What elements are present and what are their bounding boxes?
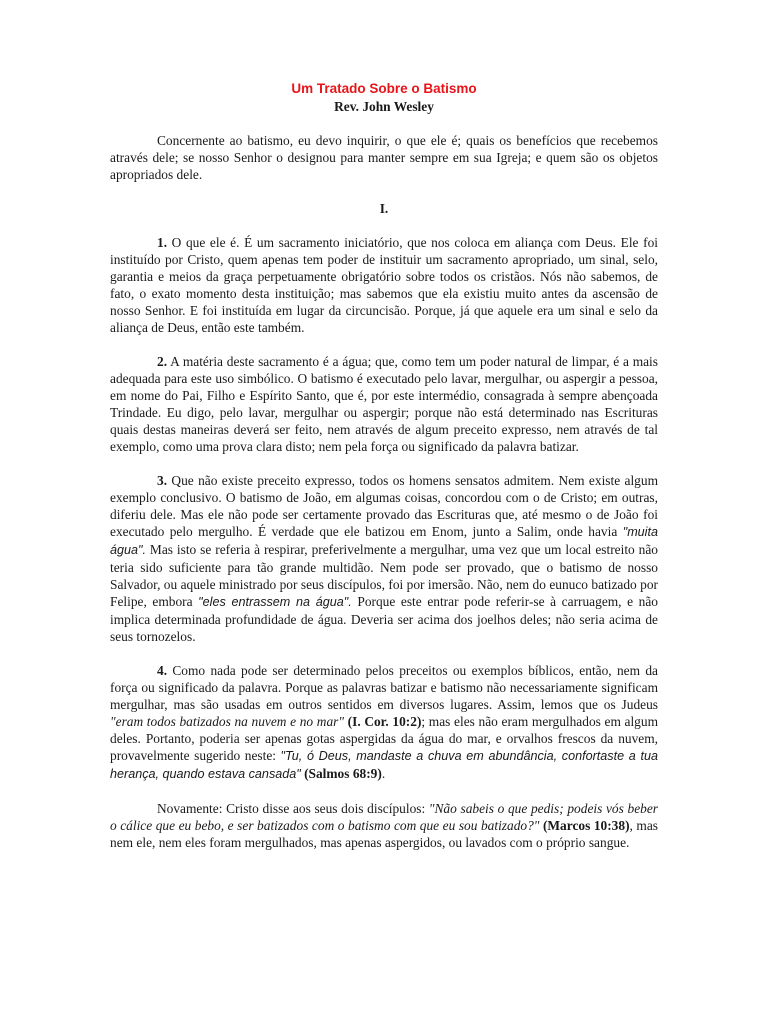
paragraph-4 [110,662,658,783]
document-page [110,80,658,868]
paragraph-2 [110,353,658,455]
document-title: Um Tratado Sobre o Batismo [291,81,477,96]
paragraph-text: ; mas eles não eram mergulhados em algum deles. Portanto, poderia ser apenas gotas aspergidas da água do mar, e orvalhos frescos da nuvem, provavelmente sugerido neste: [110,714,658,763]
paragraph-number: 1. [157,235,168,250]
scripture-reference: (Salmos 68:9) [300,766,382,781]
paragraph-number: 2. [157,354,168,369]
paragraph-text: A matéria deste sacramento é a água; que, como tem um poder natural de limpar, é a mais adequada para este uso simbólico. O batismo é executado pelo lavar, mergulhar, ou aspergir a pessoa, em nome do Pai, Filho e Espírito Santo, que é, por este intermédio, consagrada à sempre abençoada Trindade. Eu digo, pelo lavar, mergulhar ou aspergir; porque não está determinado nas Escrituras quais destas maneiras deverá ser feito, nem através de algum preceito expresso, nem através de tal exemplo, como uma prova clara disto; nem pela força ou significado da palavra batizar. [110,354,658,454]
paragraph-text: Porque este entrar pode referir-se à carruagem, e não implica determinada profundidade de água. Deveria ser acima dos joelhos deles; não seria acima de seus tornozelos. [110,594,659,644]
paragraph-5 [110,800,658,851]
paragraph-number: 3. [157,473,168,488]
scripture-quote: "eles entrassem na água". [198,595,352,609]
paragraph-text: . [381,766,386,781]
paragraph-3 [110,472,658,645]
intro-paragraph: Concernente ao batismo, eu devo inquirir, o que ele é; quais os benefícios que recebemos através dele; se nosso Senhor o designou para manter sempre em sua Igreja; e quem são os objetos apropriados dele. [110,133,658,182]
scripture-reference: (I. Cor. 10:2) [343,714,422,729]
paragraph-text: , mas nem ele, nem eles foram mergulhados, mas apenas aspergidos, ou lavados com o próprio sangue. [110,818,658,850]
document-author: Rev. John Wesley [334,99,434,114]
paragraph-text: Que não existe preceito expresso, todos os homens sensatos admitem. Nem existe algum exemplo conclusivo. O batismo de João, em algumas coisas, concordou com o de Cristo; em outras, diferiu dele. Mas ele não pode ser certamente provado das Escrituras que, até mesmo o de João foi executado pelo mergulho. É verdade que ele batizou em Enom, junto a Salim, onde havia [110,473,658,539]
scripture-quote: "eram todos batizados na nuvem e no mar" [110,714,344,729]
scripture-reference: (Marcos 10:38) [539,818,630,833]
paragraph-number: 4. [157,663,168,678]
scripture-quote: "Tu, ó Deus, mandaste a chuva em abundância, confortaste a tua herança, quando estava cansada" [110,749,658,781]
paragraph-text: Como nada pode ser determinado pelos preceitos ou exemplos bíblicos, então, nem da força ou significado da palavra. Porque as palavras batizar e batismo não necessariamente significam mergulhar, mas são usadas em outros sentidos em diversos lugares. Assim, lemos que os Judeus [110,663,658,712]
scripture-quote: "muita água". [110,525,658,557]
paragraph-text: Mas isto se referia à respirar, preferivelmente a mergulhar, uma vez que um local estreito não teria sido suficiente para tão grande multidão. Nem pode ser provado, que o batismo de nosso Salvador, ou aquele ministrado por seus discípulos, foi por imersão. Não, nem do eunuco batizado por Felipe, embora [110,542,658,609]
scripture-quote: "Não sabeis o que pedis; podeis vós beber o cálice que eu bebo, e ser batizados com o batismo com que eu sou batizado?" [110,801,658,833]
paragraph-text: O que ele é. É um sacramento iniciatório, que nos coloca em aliança com Deus. Ele foi instituído por Cristo, quem apenas tem poder de instituir um sacramento apropriado, um sinal, selo, garantia e meios da graça perpetuamente obrigatório sobre todos os cristãos. Nós não sabemos, de fato, o exato momento desta instituição; mas sabemos que ela existiu muito antes da ascensão de nosso Senhor. E foi instituída em lugar da circuncisão. Porque, já que aquele era um sinal e selo da aliança de Deus, então este também. [110,235,658,335]
paragraph-1 [110,234,658,336]
section-heading: I. [379,201,389,216]
paragraph-text: Novamente: Cristo disse aos seus dois discípulos: [157,801,429,816]
